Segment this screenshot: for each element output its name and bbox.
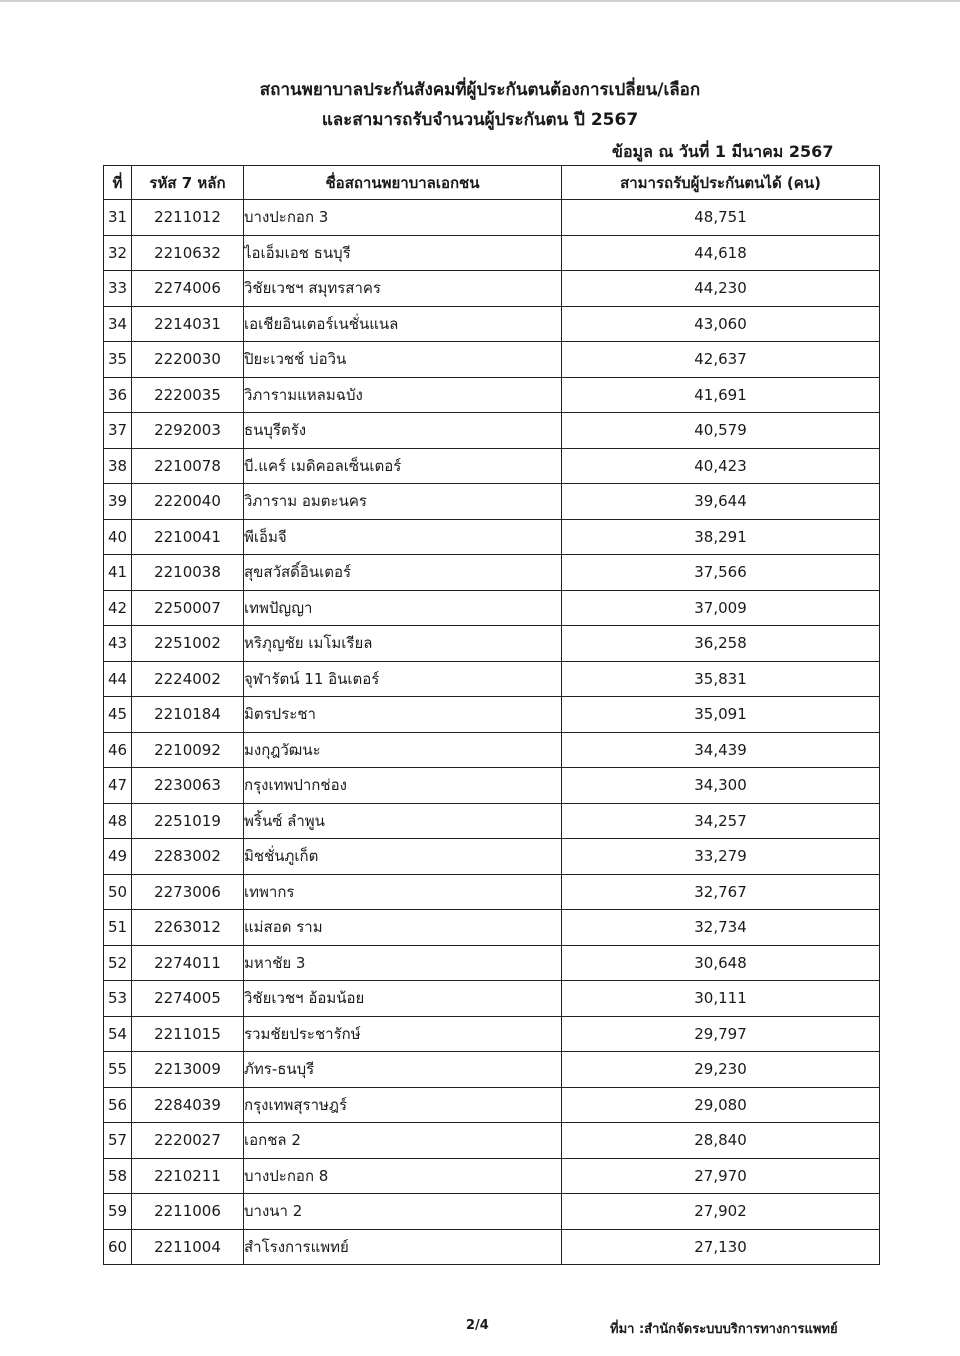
cell-capacity: 33,279 [562, 839, 880, 875]
cell-capacity: 27,970 [562, 1158, 880, 1194]
cell-name: บี.แคร์ เมดิคอลเซ็นเตอร์ [244, 448, 562, 484]
table-row [104, 448, 880, 484]
table-row [104, 342, 880, 378]
cell-code: 2211006 [132, 1194, 244, 1230]
cell-name: หริภุญชัย เมโมเรียล [244, 626, 562, 662]
table-row [104, 1229, 880, 1265]
cell-code: 2214031 [132, 306, 244, 342]
cell-capacity: 40,579 [562, 413, 880, 449]
cell-code: 2211015 [132, 1016, 244, 1052]
cell-capacity: 36,258 [562, 626, 880, 662]
cell-capacity: 30,648 [562, 945, 880, 981]
cell-name: วิภาราม อมตะนคร [244, 484, 562, 520]
cell-name: บางนา 2 [244, 1194, 562, 1230]
cell-code: 2213009 [132, 1052, 244, 1088]
cell-capacity: 48,751 [562, 200, 880, 236]
cell-code: 2273006 [132, 874, 244, 910]
cell-code: 2251019 [132, 803, 244, 839]
cell-name: จุฬารัตน์ 11 อินเตอร์ [244, 661, 562, 697]
cell-no: 32 [104, 235, 132, 271]
cell-capacity: 37,009 [562, 590, 880, 626]
cell-code: 2292003 [132, 413, 244, 449]
cell-name: มหาชัย 3 [244, 945, 562, 981]
cell-no: 39 [104, 484, 132, 520]
cell-code: 2210184 [132, 697, 244, 733]
cell-capacity: 42,637 [562, 342, 880, 378]
cell-name: สุขสวัสดิ์อินเตอร์ [244, 555, 562, 591]
cell-name: บางปะกอก 3 [244, 200, 562, 236]
cell-capacity: 29,797 [562, 1016, 880, 1052]
table-row [104, 661, 880, 697]
cell-code: 2283002 [132, 839, 244, 875]
cell-name: แม่สอด ราม [244, 910, 562, 946]
cell-code: 2211012 [132, 200, 244, 236]
cell-code: 2211004 [132, 1229, 244, 1265]
cell-capacity: 37,566 [562, 555, 880, 591]
cell-code: 2210041 [132, 519, 244, 555]
cell-no: 47 [104, 768, 132, 804]
cell-name: ไอเอ็มเอช ธนบุรี [244, 235, 562, 271]
cell-no: 46 [104, 732, 132, 768]
table-row [104, 910, 880, 946]
table-row [104, 874, 880, 910]
cell-capacity: 34,300 [562, 768, 880, 804]
cell-no: 34 [104, 306, 132, 342]
cell-code: 2210632 [132, 235, 244, 271]
table-row [104, 271, 880, 307]
cell-no: 42 [104, 590, 132, 626]
cell-capacity: 34,439 [562, 732, 880, 768]
cell-no: 33 [104, 271, 132, 307]
cell-capacity: 39,644 [562, 484, 880, 520]
table-row [104, 1016, 880, 1052]
cell-capacity: 44,230 [562, 271, 880, 307]
cell-code: 2274006 [132, 271, 244, 307]
cell-capacity: 30,111 [562, 981, 880, 1017]
cell-no: 54 [104, 1016, 132, 1052]
cell-code: 2284039 [132, 1087, 244, 1123]
cell-no: 43 [104, 626, 132, 662]
cell-name: พริ้นซ์ ลำพูน [244, 803, 562, 839]
cell-code: 2230063 [132, 768, 244, 804]
table-row [104, 413, 880, 449]
cell-name: เอเชียอินเตอร์เนชั่นแนล [244, 306, 562, 342]
header-name: ชื่อสถานพยาบาลเอกชน [244, 166, 562, 200]
cell-code: 2274011 [132, 945, 244, 981]
table-row [104, 519, 880, 555]
cell-code: 2220027 [132, 1123, 244, 1159]
cell-capacity: 35,091 [562, 697, 880, 733]
header-capacity: สามารถรับผู้ประกันตนได้ (คน) [562, 166, 880, 200]
table-row [104, 981, 880, 1017]
cell-name: วิชัยเวชฯ อ้อมน้อย [244, 981, 562, 1017]
cell-name: บางปะกอก 8 [244, 1158, 562, 1194]
cell-no: 59 [104, 1194, 132, 1230]
table-row [104, 1123, 880, 1159]
cell-capacity: 27,130 [562, 1229, 880, 1265]
page-number: 2/4 [466, 1318, 489, 1333]
table-row [104, 945, 880, 981]
table-row [104, 235, 880, 271]
table-row [104, 1052, 880, 1088]
source-note: ที่มา :สำนักจัดระบบบริการทางการแพทย์ [610, 1322, 838, 1337]
cell-no: 36 [104, 377, 132, 413]
cell-code: 2251002 [132, 626, 244, 662]
table-row [104, 377, 880, 413]
cell-code: 2210038 [132, 555, 244, 591]
cell-code: 2220035 [132, 377, 244, 413]
cell-no: 58 [104, 1158, 132, 1194]
cell-name: พีเอ็มจี [244, 519, 562, 555]
cell-no: 56 [104, 1087, 132, 1123]
cell-capacity: 34,257 [562, 803, 880, 839]
cell-name: เอกชล 2 [244, 1123, 562, 1159]
cell-capacity: 28,840 [562, 1123, 880, 1159]
table-row [104, 484, 880, 520]
cell-capacity: 43,060 [562, 306, 880, 342]
table-row [104, 555, 880, 591]
cell-name: วิภารามแหลมฉบัง [244, 377, 562, 413]
as-of-date: ข้อมูล ณ วันที่ 1 มีนาคม 2567 [612, 142, 834, 161]
table-row [104, 1194, 880, 1230]
cell-capacity: 29,080 [562, 1087, 880, 1123]
table-row [104, 1087, 880, 1123]
cell-no: 45 [104, 697, 132, 733]
cell-capacity: 32,734 [562, 910, 880, 946]
cell-no: 40 [104, 519, 132, 555]
table-row [104, 626, 880, 662]
header-no: ที่ [104, 166, 132, 200]
cell-name: ปิยะเวชช์ บ่อวิน [244, 342, 562, 378]
cell-capacity: 41,691 [562, 377, 880, 413]
cell-code: 2224002 [132, 661, 244, 697]
table-row [104, 732, 880, 768]
cell-code: 2220040 [132, 484, 244, 520]
cell-no: 53 [104, 981, 132, 1017]
table-row [104, 1158, 880, 1194]
cell-name: เทพากร [244, 874, 562, 910]
cell-name: มงกุฎวัฒนะ [244, 732, 562, 768]
table-row [104, 200, 880, 236]
cell-no: 55 [104, 1052, 132, 1088]
cell-no: 38 [104, 448, 132, 484]
cell-no: 51 [104, 910, 132, 946]
cell-capacity: 27,902 [562, 1194, 880, 1230]
cell-no: 35 [104, 342, 132, 378]
cell-name: มิตรประชา [244, 697, 562, 733]
cell-capacity: 35,831 [562, 661, 880, 697]
cell-name: ภัทร-ธนบุรี [244, 1052, 562, 1088]
table-row [104, 803, 880, 839]
cell-no: 37 [104, 413, 132, 449]
header-code: รหัส 7 หลัก [132, 166, 244, 200]
cell-capacity: 44,618 [562, 235, 880, 271]
cell-code: 2274005 [132, 981, 244, 1017]
cell-no: 50 [104, 874, 132, 910]
cell-name: เทพปัญญา [244, 590, 562, 626]
document-title-line-2: และสามารถรับจำนวนผู้ประกันตน ปี 2567 [321, 110, 639, 130]
cell-code: 2210211 [132, 1158, 244, 1194]
cell-code: 2263012 [132, 910, 244, 946]
table-row [104, 306, 880, 342]
cell-no: 48 [104, 803, 132, 839]
cell-no: 52 [104, 945, 132, 981]
cell-no: 31 [104, 200, 132, 236]
cell-name: มิชชั่นภูเก็ต [244, 839, 562, 875]
cell-code: 2250007 [132, 590, 244, 626]
cell-name: กรุงเทพสุราษฎร์ [244, 1087, 562, 1123]
table-row [104, 697, 880, 733]
cell-code: 2220030 [132, 342, 244, 378]
table-row [104, 839, 880, 875]
cell-no: 57 [104, 1123, 132, 1159]
cell-capacity: 38,291 [562, 519, 880, 555]
cell-name: ธนบุรีตรัง [244, 413, 562, 449]
cell-capacity: 32,767 [562, 874, 880, 910]
table-row [104, 768, 880, 804]
cell-code: 2210092 [132, 732, 244, 768]
table-body [104, 200, 880, 1265]
cell-name: รวมชัยประชารักษ์ [244, 1016, 562, 1052]
cell-name: สำโรงการแพทย์ [244, 1229, 562, 1265]
cell-no: 44 [104, 661, 132, 697]
cell-no: 41 [104, 555, 132, 591]
cell-capacity: 29,230 [562, 1052, 880, 1088]
cell-name: กรุงเทพปากช่อง [244, 768, 562, 804]
cell-name: วิชัยเวชฯ สมุทรสาคร [244, 271, 562, 307]
cell-code: 2210078 [132, 448, 244, 484]
document-title-line-1: สถานพยาบาลประกันสังคมที่ผู้ประกันตนต้องการเปลี่ยน/เลือก [259, 80, 701, 100]
cell-capacity: 40,423 [562, 448, 880, 484]
table-header-row [104, 166, 880, 200]
cell-no: 49 [104, 839, 132, 875]
cell-no: 60 [104, 1229, 132, 1265]
table-row [104, 590, 880, 626]
hospital-table [103, 165, 880, 1265]
top-border-line [0, 0, 960, 2]
